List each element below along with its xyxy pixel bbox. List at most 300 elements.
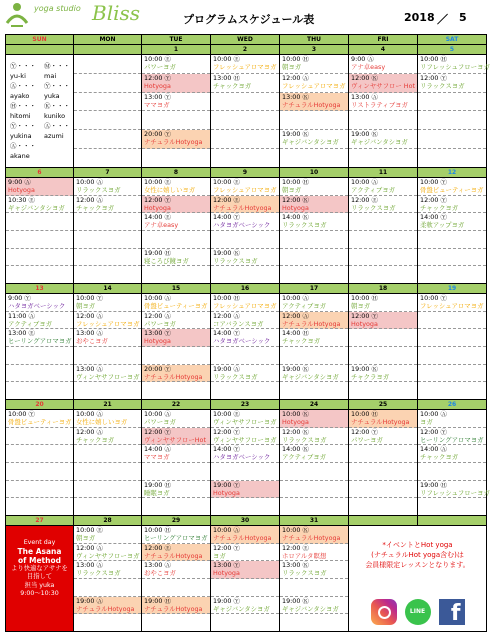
class-time: 10:00 Ⓗ [282, 55, 309, 63]
day-cell [418, 178, 487, 284]
class-name: フレッシュアロマヨガ [213, 63, 277, 71]
class-name: リストラティブヨガ [351, 100, 408, 109]
class-name: アクティブヨガ [351, 186, 396, 194]
class-time: 10:00 Ⓐ [76, 410, 103, 418]
class-name: リフレッシュフローヨガ [420, 488, 490, 497]
empty-slot [211, 579, 279, 597]
class-slot [142, 428, 210, 446]
class-name: リラックスヨガ [420, 81, 465, 90]
class-slot [142, 249, 210, 267]
date-number [74, 45, 142, 55]
empty-slot [418, 382, 486, 399]
class-name: ヴィンヤサフローヨガ [76, 551, 140, 560]
empty-slot [142, 498, 210, 515]
class-name: ギャジバンタシヨガ [282, 372, 339, 381]
class-name: 骨盤ビューティーヨガ [144, 302, 208, 310]
empty-slot [280, 347, 348, 365]
class-name: リラックスヨガ [76, 569, 121, 578]
class-time: 14:00 Ⓐ [144, 445, 171, 454]
class-time: 10:00 Ⓨ [8, 410, 35, 418]
class-name: アクティブヨガ [282, 453, 327, 462]
class-slot [211, 481, 279, 499]
date-number: 9 [211, 168, 280, 178]
empty-slot [280, 231, 348, 249]
class-time: 12:00 Ⓔ [213, 195, 240, 204]
class-name: ギャジバンタシヨガ [351, 138, 408, 147]
date-number: 24 [280, 400, 349, 410]
empty-slot [418, 365, 486, 383]
class-slot [349, 294, 417, 312]
event-day-cell [6, 526, 74, 632]
class-slot [418, 55, 490, 74]
notice-line: 会員様限定レッスンとなります。 [365, 561, 470, 569]
empty-slot [142, 111, 210, 130]
empty-slot [418, 111, 486, 130]
class-time: 10:00 Ⓗ [351, 294, 378, 302]
class-name: リフレッシュフローヨガ [420, 63, 490, 71]
class-name: ナチュラルHotyoga [282, 534, 341, 542]
date-number: 23 [211, 400, 280, 410]
date-number: 15 [142, 284, 211, 294]
class-name: おやこヨガ [76, 337, 108, 346]
class-time: 13:00 Ⓐ [76, 561, 103, 570]
empty-slot [6, 365, 73, 383]
class-name: ナチュラルHotyoga [144, 551, 203, 560]
day-header-wed: WED [211, 35, 280, 45]
class-time: 12:00 Ⓚ [351, 73, 378, 82]
class-slots [74, 526, 141, 631]
date-number: 30 [211, 516, 280, 526]
empty-slot [142, 347, 210, 365]
class-name: ギャジバンタシヨガ [8, 203, 65, 212]
day-cell [280, 526, 349, 632]
empty-slot [211, 149, 279, 167]
class-slots [211, 55, 279, 167]
notice-line: (ナチュラルHot yoga含む)は [371, 551, 464, 559]
empty-slot [280, 498, 348, 515]
class-time: 12:00 Ⓚ [282, 195, 309, 204]
class-slots [349, 55, 417, 167]
class-name: ヒーリングアロマヨガ [144, 534, 208, 542]
class-slot [142, 526, 210, 544]
class-time: 19:00 Ⓐ [213, 364, 240, 373]
class-name: 朝ヨガ [76, 302, 96, 310]
empty-slot [280, 149, 348, 167]
date-number: 27 [6, 516, 74, 526]
event-text: The Asana [17, 547, 62, 557]
class-name: パワーヨガ [144, 319, 176, 328]
day-cell [418, 410, 490, 516]
class-time: 13:00 Ⓨ [144, 92, 171, 101]
class-slots [349, 178, 417, 283]
class-slot [349, 196, 417, 214]
class-name: ナチュラルHotyoga [213, 203, 272, 212]
class-name: チャックヨガ [282, 337, 321, 346]
class-slot [211, 312, 279, 330]
class-slot [349, 74, 417, 93]
class-slot [142, 74, 210, 93]
class-slot [418, 428, 486, 446]
empty-slot [280, 579, 348, 597]
empty-slot [418, 149, 486, 167]
empty-slot [280, 111, 348, 130]
empty-slot [6, 498, 73, 515]
class-time: 12:00 Ⓐ [76, 427, 103, 436]
class-time: 13:00 Ⓐ [76, 329, 103, 338]
class-time: 12:00 Ⓐ [76, 543, 103, 552]
day-cell [280, 178, 349, 284]
class-slot [74, 196, 141, 214]
class-slots [211, 294, 279, 399]
class-time: 19:00 Ⓗ [144, 480, 171, 489]
facebook-icon[interactable]: f [439, 599, 465, 625]
class-time: 19:00 Ⓗ [144, 596, 171, 605]
class-name: Hotyoga [8, 186, 35, 194]
social-links [349, 599, 486, 625]
class-name: 朝ヨガ [282, 186, 302, 194]
legend-entry: Ⓨ・・・yukina [10, 122, 36, 140]
class-slots [280, 410, 348, 515]
class-time: 12:00 Ⓨ [144, 73, 171, 82]
empty-slot [74, 111, 141, 130]
class-time: 14:00 Ⓐ [420, 445, 447, 454]
class-time: 13:00 Ⓐ [351, 92, 378, 101]
class-time: 10:00 Ⓔ [76, 526, 103, 534]
date-number [418, 516, 487, 526]
date-number: 7 [74, 168, 142, 178]
class-name: ナチュラルHotyoga [144, 138, 203, 147]
empty-slot [6, 266, 73, 283]
class-time: 19:00 Ⓐ [76, 596, 103, 605]
class-time: 12:00 Ⓨ [351, 311, 378, 320]
day-cell [211, 294, 280, 400]
class-name: ヴィンヤサフローヨガ [76, 372, 140, 381]
class-time: 10:00 Ⓐ [351, 178, 378, 186]
date-number: 26 [418, 400, 487, 410]
class-time: 12:00 Ⓐ [282, 73, 309, 82]
class-time: 19:00 Ⓗ [144, 248, 171, 257]
empty-slot [142, 382, 210, 399]
class-name: フレッシュアロマヨガ [420, 302, 484, 310]
class-name: ナチュラルHotyoga [144, 372, 203, 381]
day-cell [6, 410, 74, 516]
empty-slot [6, 213, 73, 231]
legend-entry: Ⓨ・・・yu-ki [10, 62, 36, 80]
day-cell [142, 55, 211, 168]
date-number: 3 [280, 45, 349, 55]
class-time: 12:00 Ⓐ [282, 311, 309, 320]
date-number: 12 [418, 168, 487, 178]
class-name: Hotyoga [213, 488, 240, 497]
line-icon[interactable]: LINE [405, 599, 431, 625]
class-name: ギャジバンタシヨガ [282, 604, 339, 613]
empty-slot [418, 130, 486, 149]
date-number: 28 [74, 516, 142, 526]
class-slots [142, 526, 210, 631]
class-slot [280, 93, 348, 112]
class-name: チャックヨガ [213, 81, 252, 90]
date-number: 18 [349, 284, 418, 294]
class-name: 朝ヨガ [351, 302, 371, 310]
class-name: ギャジバンタシヨガ [282, 138, 339, 147]
empty-slot [74, 55, 141, 74]
class-slots [6, 294, 73, 399]
day-cell [74, 526, 142, 632]
empty-slot [349, 445, 417, 463]
empty-slot [211, 111, 279, 130]
event-text: 9:00～10:30 [20, 589, 59, 597]
empty-slot [418, 498, 486, 515]
class-time: 10:00 Ⓐ [144, 410, 171, 418]
empty-slot [211, 347, 279, 365]
class-slot [74, 312, 141, 330]
class-time: 10:00 Ⓨ [420, 294, 447, 302]
legend-list [6, 55, 73, 167]
class-slot [142, 365, 210, 383]
day-cell [418, 294, 487, 400]
day-cell [142, 410, 211, 516]
date-number: 29 [142, 516, 211, 526]
empty-slot [349, 231, 417, 249]
class-time: 13:00 Ⓔ [8, 329, 35, 338]
day-cell [142, 294, 211, 400]
empty-slot [6, 231, 73, 249]
empty-slot [211, 498, 279, 515]
class-slots [6, 178, 73, 283]
empty-slot [6, 347, 73, 365]
empty-slot [418, 231, 486, 249]
date-separator: ／ [437, 13, 448, 26]
empty-slot [6, 463, 73, 481]
class-slot [280, 526, 348, 544]
legend-entry: Ⓐ・・・azumi [44, 122, 70, 140]
class-time: 14:00 Ⓨ [213, 213, 240, 222]
class-name: 女性に嬉しいヨガ [144, 186, 196, 194]
class-time: 12:00 Ⓨ [420, 427, 447, 436]
date-number: 2 [211, 45, 280, 55]
brand-tagline: yoga studio [34, 4, 81, 13]
day-header-sat: SAT [418, 35, 487, 45]
class-slots [74, 294, 141, 399]
empty-slot [349, 382, 417, 399]
class-time: 14:00 Ⓚ [282, 445, 309, 454]
class-slot [74, 597, 141, 615]
class-time: 14:00 Ⓗ [282, 329, 309, 338]
legend-row [10, 141, 69, 161]
class-time: 12:00 Ⓐ [76, 311, 103, 320]
class-slot [349, 365, 417, 383]
day-header-mon: MON [74, 35, 142, 45]
class-slots [280, 55, 348, 167]
class-slot [418, 196, 486, 214]
day-header-thu: THU [280, 35, 349, 45]
class-name: パワーヨガ [351, 435, 383, 444]
class-time: 19:00 Ⓚ [282, 596, 309, 605]
class-slots [142, 55, 210, 167]
class-time: 10:00 Ⓨ [420, 178, 447, 186]
class-slot [280, 561, 348, 579]
day-cell [74, 55, 142, 168]
class-time: 9:00 Ⓐ [8, 178, 31, 186]
class-name: ヴィンヤサフローヨガ [213, 418, 277, 426]
day-header-sun: SUN [6, 35, 74, 45]
empty-slot [349, 111, 417, 130]
class-time: 12:00 Ⓨ [213, 543, 240, 552]
class-name: ナチュラルHotyoga [282, 319, 341, 328]
class-name: ホロアルタ瞑想 [282, 551, 327, 560]
class-time: 10:00 Ⓐ [420, 410, 447, 418]
empty-slot [142, 149, 210, 167]
class-name: ヒーリングアロマヨガ [420, 435, 484, 444]
class-name: Hotyoga [144, 203, 171, 212]
class-name: チャックヨガ [76, 203, 115, 212]
class-slot [74, 428, 141, 446]
legend-entry: Ⓨ・・・yuka [44, 82, 70, 100]
date-number: 21 [74, 400, 142, 410]
class-name: チャックヨガ [420, 203, 459, 212]
class-slot [74, 526, 141, 544]
class-slot [349, 428, 417, 446]
class-time: 10:00 Ⓔ [213, 410, 240, 418]
class-slot [280, 130, 348, 149]
class-name: ハタヨガベーシック [213, 453, 271, 462]
empty-slot [74, 463, 141, 481]
class-slot [142, 312, 210, 330]
class-time: 13:00 Ⓐ [144, 561, 171, 570]
class-time: 12:00 Ⓔ [282, 543, 309, 552]
class-slot [211, 597, 279, 615]
class-time: 10:00 Ⓐ [213, 526, 240, 534]
class-slot [280, 312, 348, 330]
day-cell [211, 410, 280, 516]
page-title: プログラムスケジュール表 [183, 13, 315, 26]
class-name: ハタヨガベーシック [213, 221, 271, 230]
class-slot [349, 312, 417, 330]
class-time: 19:00 Ⓚ [282, 130, 309, 139]
date-number: 31 [280, 516, 349, 526]
class-slots [6, 410, 73, 515]
class-name: Hotyoga [351, 319, 378, 328]
class-slot [142, 445, 210, 463]
class-slot [142, 55, 210, 74]
class-name: フレッシュアロマヨガ [213, 302, 277, 310]
class-slot [142, 294, 210, 312]
class-slot [280, 428, 348, 446]
empty-slot [211, 382, 279, 399]
class-slot [142, 329, 210, 347]
class-name: ママヨガ [144, 100, 170, 109]
class-slot [349, 178, 417, 196]
notice-cell [349, 526, 487, 632]
class-time: 12:00 Ⓔ [351, 195, 378, 204]
empty-slot [74, 93, 141, 112]
class-slots [349, 410, 417, 515]
class-slots [142, 178, 210, 283]
class-time: 12:00 Ⓐ [76, 195, 103, 204]
date-number: 8 [142, 168, 211, 178]
empty-slot [418, 347, 486, 365]
class-name: ナチュラルHotyoga [351, 418, 410, 426]
class-time: 19:00 Ⓚ [351, 130, 378, 139]
empty-slot [280, 249, 348, 267]
class-name: 骨盤ビューティーヨガ [420, 186, 484, 194]
empty-slot [349, 463, 417, 481]
class-slots [418, 294, 486, 399]
legend-entry: Ⓗ・・・hitomi [10, 102, 36, 120]
class-slot [74, 178, 141, 196]
day-cell [74, 294, 142, 400]
event-text: of Method [17, 556, 62, 566]
class-name: 女性に嬉しいヨガ [76, 418, 128, 426]
empty-slot [6, 382, 73, 399]
class-slot [6, 312, 73, 330]
class-time: 14:00 Ⓚ [282, 213, 309, 222]
class-time: 12:00 Ⓨ [213, 427, 240, 436]
class-slot [418, 410, 486, 428]
class-slot [418, 445, 486, 463]
class-slot [349, 410, 417, 428]
event-text: 担当 yuka [24, 581, 55, 589]
class-name: 骨盤ビューティーヨガ [8, 418, 72, 426]
class-slots [418, 178, 486, 283]
date-number: 11 [349, 168, 418, 178]
class-name: ヨガ [420, 418, 433, 426]
empty-slot [142, 231, 210, 249]
class-slot [349, 55, 417, 74]
class-slots [418, 55, 490, 167]
class-slot [280, 445, 348, 463]
class-name: ヨガ [213, 551, 226, 560]
class-name: 柔軟アップヨガ [420, 221, 465, 230]
class-time: 12:00 Ⓔ [144, 543, 171, 552]
class-time: 10:00 Ⓐ [76, 178, 103, 186]
class-slot [211, 213, 279, 231]
date-number: 5 [418, 45, 487, 55]
empty-slot [280, 266, 348, 283]
class-name: ヴィンヤサフロー Hot [351, 81, 415, 90]
class-name: リラックスヨガ [213, 256, 258, 265]
class-slot [211, 294, 279, 312]
class-time: 19:00 Ⓨ [213, 596, 240, 605]
empty-slot [211, 614, 279, 631]
legend-entry: Ⓚ・・・kuniko [44, 102, 70, 120]
instructor-legend [6, 55, 74, 168]
day-cell [418, 55, 490, 168]
class-slots [74, 178, 141, 283]
calendar-grid [5, 34, 490, 632]
class-slot [6, 410, 73, 428]
class-name: Hotyoga [144, 337, 171, 346]
class-slot [280, 213, 348, 231]
class-slots [280, 294, 348, 399]
class-name: ハタヨガベーシック [8, 302, 66, 310]
class-slot [280, 294, 348, 312]
class-slot [6, 196, 73, 214]
instagram-icon[interactable] [371, 599, 397, 625]
empty-slot [280, 614, 348, 631]
empty-slot [349, 213, 417, 231]
class-time: 10:00 Ⓔ [213, 55, 240, 63]
day-cell [349, 55, 418, 168]
schedule-month: 5 [459, 11, 467, 24]
class-slots [211, 410, 279, 515]
empty-slot [74, 213, 141, 231]
class-time: 10:00 Ⓗ [282, 178, 309, 186]
day-cell [74, 178, 142, 284]
empty-slot [280, 481, 348, 499]
schedule-year: 2018 [404, 11, 435, 24]
class-slot [142, 93, 210, 112]
